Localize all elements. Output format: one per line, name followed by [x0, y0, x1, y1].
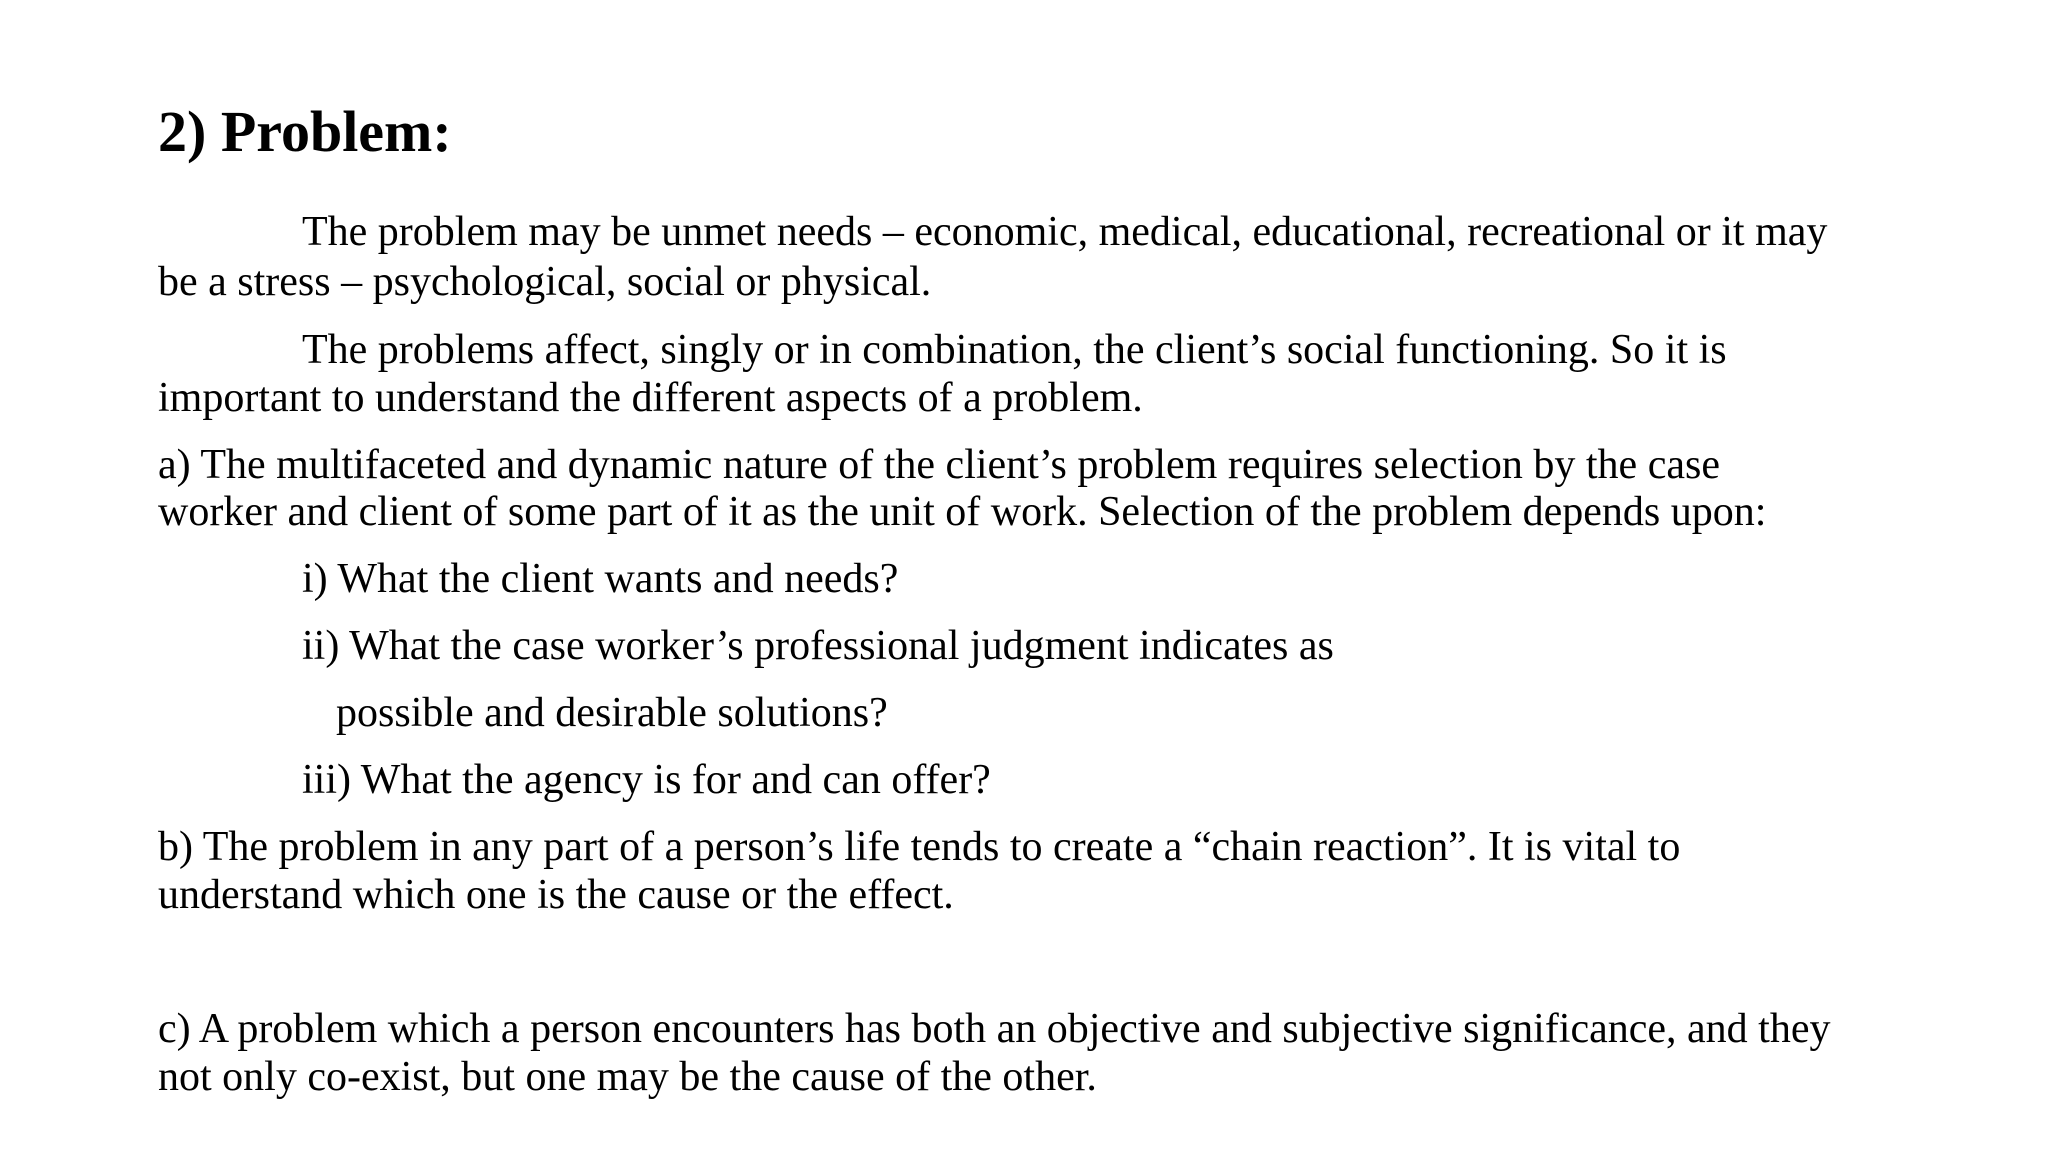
point-a-line-1: a) The multifaceted and dynamic nature of the client’s problem requires selection by the case [158, 442, 1720, 488]
slide-title: 2) Problem: [158, 99, 452, 164]
point-b-line-1: b) The problem in any part of a person’s life tends to create a “chain reaction”. It is vital to [158, 824, 1681, 870]
paragraph-2-line-2: important to understand the different aspects of a problem. [158, 375, 1143, 421]
point-c-line-2: not only co-exist, but one may be the cause of the other. [158, 1054, 1097, 1100]
paragraph-1-line-1: The problem may be unmet needs – economic, medical, educational, recreational or it may [302, 209, 1828, 255]
paragraph-2-line-1: The problems affect, singly or in combination, the client’s social functioning. So it is [302, 327, 1727, 373]
sub-point-ii-line-1: ii) What the case worker’s professional judgment indicates as [302, 623, 1334, 669]
point-c-line-1: c) A problem which a person encounters has both an objective and subjective significance, and they [158, 1006, 1831, 1052]
point-a-line-2: worker and client of some part of it as the unit of work. Selection of the problem depends upon: [158, 489, 1767, 535]
sub-point-i: i) What the client wants and needs? [302, 556, 899, 602]
sub-point-ii-line-2: possible and desirable solutions? [336, 690, 888, 736]
point-b-line-2: understand which one is the cause or the effect. [158, 872, 954, 918]
paragraph-1-line-2: be a stress – psychological, social or physical. [158, 259, 932, 305]
sub-point-iii: iii) What the agency is for and can offer? [302, 757, 991, 803]
